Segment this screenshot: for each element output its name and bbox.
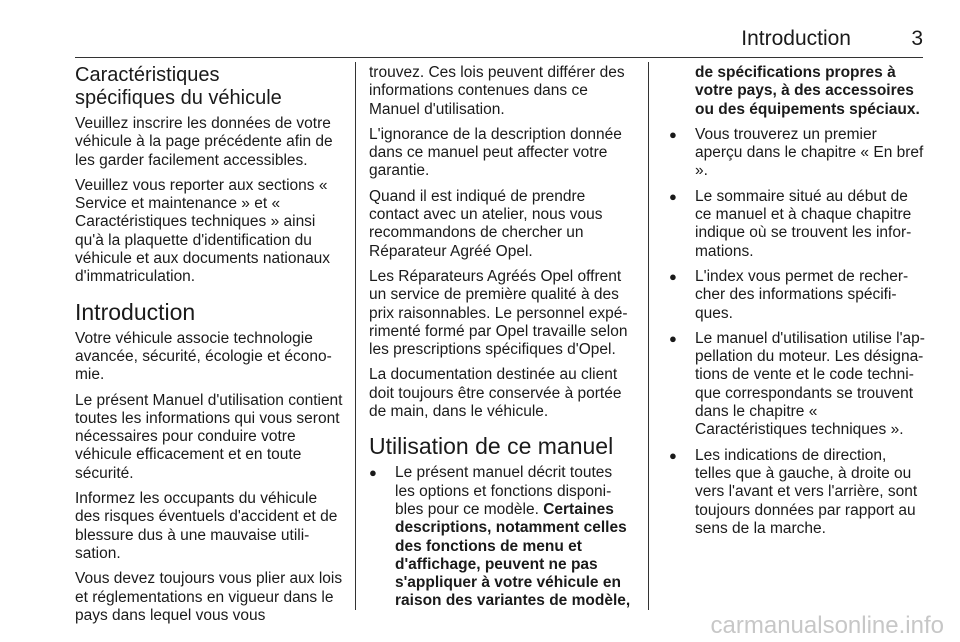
column-divider-2 (648, 62, 649, 610)
paragraph: Quand il est indiqué de prendre contact avec un atelier, nous vous recommandons de chercher un Réparateur Agréé Opel. (369, 187, 603, 260)
list-item: ● Vous trouverez un premier aperçu dans le chapitre « En bref ». (669, 126, 925, 181)
list-item: ● Les indications de direction, telles que à gauche, à droite ou vers l'avant et vers l'arrière, sont toujours données par rapport au sens de la marche. (669, 447, 925, 538)
paragraph: La documentation destinée au client doit toujours être conservée à portée de main, dans le véhicule. (369, 366, 622, 421)
heading-line-2: spécifiques du véhicule (75, 87, 282, 109)
page-header (75, 27, 923, 55)
list-item: ● Le manuel d'utilisation utilise l'ap-pellation du moteur. Les désigna-tions de vente et le code techni-que correspondants se trouvent dans le chapitre « Caractéristiques techniques ». (669, 330, 925, 440)
section-heading-introduction: Introduction (75, 298, 196, 325)
bullet-list (369, 464, 635, 610)
paragraph: Veuillez vous reporter aux sections « Service et maintenance » et « Caractéristiques techniques » ainsi qu'à la plaquette d'identification du véhicule et aux documents nationaux d'immatriculation. (75, 176, 331, 286)
column-3 (669, 64, 925, 545)
watermark: carmanualsonline.info (710, 612, 944, 639)
paragraph: Votre véhicule associe technologie avancée, sécurité, écologie et écono-mie. (75, 329, 332, 384)
list-item-text: Le présent manuel décrit toutes les options et fonctions disponi-bles pour ce modèle. (395, 464, 613, 518)
paragraph: Informez les occupants du véhicule des risques éventuels d'accident et de blessure dus à une mauvaise utili-sation. (75, 490, 338, 562)
paragraph: Les Réparateurs Agréés Opel offrent un service de première qualité à des prix raisonnables. Le personnel expé-rimenté formé par Opel travaille selon les prescriptions spécifiques d'Opel. (369, 267, 628, 359)
list-item: ● L'index vous permet de recher-cher des informations spécifi-ques. (669, 268, 925, 323)
section-heading-manual-usage: Utilisation de ce manuel (369, 433, 614, 460)
bullet-list (669, 126, 925, 538)
bullet-continuation: de spécifications propres à votre pays, à des accessoires ou des équipements spéciaux. (695, 64, 920, 118)
heading-line-1: Caractéristiques (75, 64, 220, 86)
header-title: Introduction (741, 27, 851, 50)
paragraph: Le présent Manuel d'utilisation contient toutes les informations qui vous seront nécessaires pour conduire votre véhicule efficacement et en toute sécurité. (75, 391, 343, 482)
header-rule (75, 57, 923, 58)
paragraph: Veuillez inscrire les données de votre véhicule à la page précédente afin de les garder facilement accessibles. (75, 115, 333, 169)
column-2 (369, 64, 635, 618)
paragraph: trouvez. Ces lois peuvent différer des informations contenues dans ce Manuel d'utilisation. (369, 64, 625, 118)
column-divider-1 (355, 62, 356, 610)
page-number: 3 (911, 27, 923, 50)
list-item (369, 464, 635, 610)
list-item: ● Le sommaire situé au début de ce manuel et à chaque chapitre indique où se trouvent les infor-mations. (669, 188, 925, 261)
list-item-bold-text: Certaines descriptions, notamment celles des fonctions de menu et d'affichage, peuvent ne pas s'appliquer à votre véhicule en raison des variantes de modèle, (395, 500, 631, 610)
paragraph: L'ignorance de la description donnée dans ce manuel peut affecter votre garantie. (369, 125, 622, 180)
column-1 (75, 64, 343, 632)
section-heading-vehicle-specifics (75, 64, 343, 110)
paragraph: Vous devez toujours vous plier aux lois et réglementations en vigueur dans le pays dans lequel vous vous (75, 570, 343, 624)
